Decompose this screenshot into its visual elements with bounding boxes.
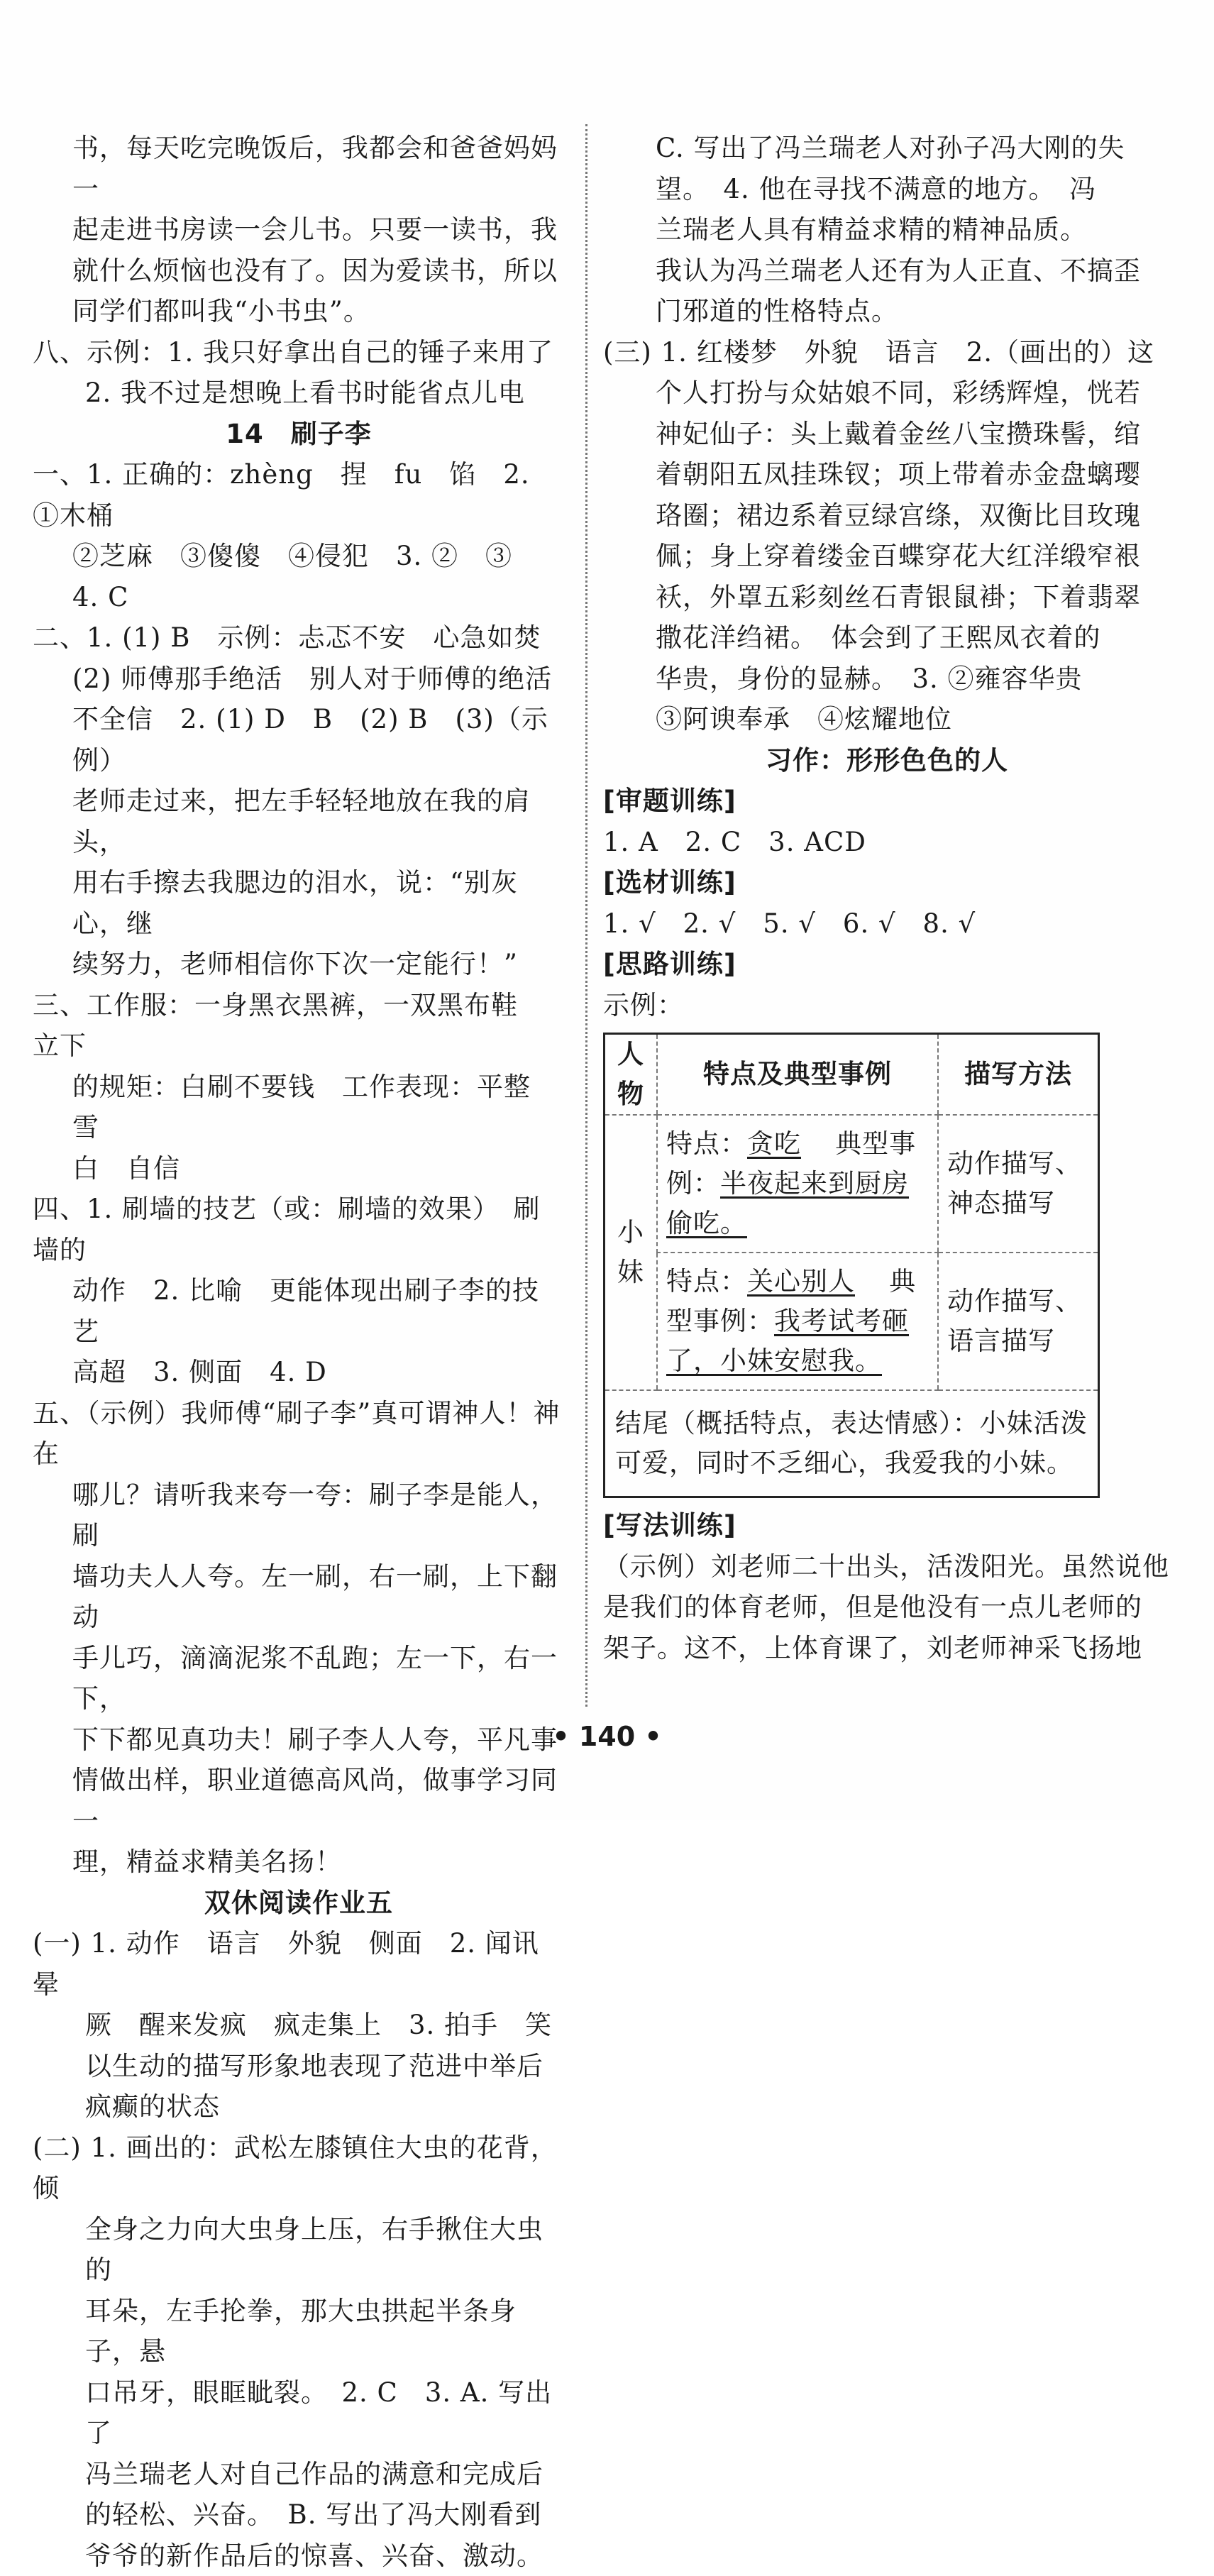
reading-3-line: 神妃仙子：头上戴着金丝八宝攒珠髻，绾: [603, 414, 1171, 455]
table-row: [605, 1115, 1099, 1253]
text-line: 门邪道的性格特点。: [603, 291, 1171, 332]
right-column: [603, 128, 1171, 1668]
writing-line: 架子。这不，上体育课了，刘老师神采飞扬地: [603, 1628, 1171, 1669]
lesson-title: 14 刷子李: [33, 414, 565, 455]
section-tag-outline: [思路训练]: [603, 944, 1171, 985]
example-label: 示例：: [603, 985, 1171, 1026]
reading-2-line: 爷爷的新作品后的惊喜、兴奋、激动。: [33, 2536, 565, 2576]
section-4-line: 高超 3. 侧面 4. D: [33, 1352, 565, 1393]
trait-cell: [657, 1115, 938, 1253]
column-divider: [585, 124, 587, 1707]
trait-cell: [657, 1253, 938, 1390]
answer-line: 1. √ 2. √ 5. √ 6. √ 8. √: [603, 903, 1171, 945]
summary-cell: 结尾（概括特点，表达情感）：小妹活泼可爱，同时不乏细心，我爱我的小妹。: [605, 1390, 1099, 1497]
text-line: 望。 4. 他在寻找不满意的地方。 冯: [603, 169, 1171, 210]
event-label: 典型事例：: [666, 1128, 916, 1199]
table-row: [605, 1253, 1099, 1390]
text-line: C. 写出了冯兰瑞老人对孙子冯大刚的失: [603, 128, 1171, 169]
left-column: [33, 128, 565, 2576]
text-line: 我认为冯兰瑞老人还有为人正直、不搞歪: [603, 251, 1171, 292]
section-4-line: 四、1. 刷墙的技艺（或：刷墙的效果） 刷墙的: [33, 1189, 565, 1270]
section-3-line: 的规矩：白刷不要钱 工作表现：平整 雪: [33, 1067, 565, 1148]
section-tag-material: [选材训练]: [603, 862, 1171, 903]
text-line: 同学们都叫我“小书虫”。: [33, 291, 565, 332]
reading-1-line: (一) 1. 动作 语言 外貌 侧面 2. 闻讯晕: [33, 1923, 565, 2005]
composition-title: 习作：形形色色的人: [603, 740, 1171, 781]
section-2-line: (2) 师傅那手绝活 别人对于师傅的绝活: [33, 659, 565, 700]
text-line: 就什么烦恼也没有了。因为爱读书，所以: [33, 251, 565, 292]
text-line: 书，每天吃完晚饭后，我都会和爸爸妈妈一: [33, 128, 565, 209]
trait-value: 关心别人: [747, 1266, 855, 1297]
page-number: • 140 •: [0, 1721, 1214, 1752]
reading-3-line: 袄，外罩五彩刻丝石青银鼠褂；下着翡翠: [603, 577, 1171, 618]
section-2-line: 用右手擦去我腮边的泪水，说：“别灰心，继: [33, 862, 565, 944]
reading-3-line: ③阿谀奉承 ④炫耀地位: [603, 699, 1171, 740]
reading-3-line: 撒花洋绉裙。 体会到了王熙凤衣着的: [603, 617, 1171, 659]
section-tag-review: [审题训练]: [603, 781, 1171, 822]
header-method: 描写方法: [938, 1034, 1099, 1116]
section-5-line: 手儿巧，滴滴泥浆不乱跑；左一下，右一下，: [33, 1638, 565, 1719]
reading-2-line: 耳朵，左手抡拳，那大虫拱起半条身子，悬: [33, 2291, 565, 2372]
outline-table: [603, 1033, 1100, 1498]
header-person: 人物: [605, 1034, 658, 1116]
method-cell: 动作描写、神态描写: [938, 1115, 1099, 1253]
writing-line: 是我们的体育老师，但是他没有一点儿老师的: [603, 1587, 1171, 1628]
event-label: 典型事例：: [666, 1266, 916, 1336]
reading-2-line: (二) 1. 画出的：武松左膝镇住大虫的花背，倾: [33, 2128, 565, 2209]
section-5-line: 理，精益求精美名扬！: [33, 1842, 565, 1883]
header-trait: 特点及典型事例: [657, 1034, 938, 1116]
section-8-line: 2. 我不过是想晚上看书时能省点儿电: [33, 373, 565, 414]
reading-2-line: 的轻松、兴奋。 B. 写出了冯大刚看到: [33, 2494, 565, 2536]
person-cell: 小妹: [605, 1115, 658, 1390]
trait-label: 特点：: [666, 1128, 747, 1159]
section-8-line: 八、示例：1. 我只好拿出自己的锤子来用了: [33, 332, 565, 373]
text-line: 兰瑞老人具有精益求精的精神品质。: [603, 209, 1171, 251]
section-5-line: 五、（示例）我师傅“刷子李”真可谓神人！神在: [33, 1393, 565, 1475]
homework-title: 双休阅读作业五: [33, 1883, 565, 1924]
section-3-line: 白 自信: [33, 1148, 565, 1189]
event-value: 我考试考砸了，小妹安慰我。: [666, 1306, 909, 1376]
section-2-line: 不全信 2. (1) D B (2) B (3)（示例）: [33, 699, 565, 781]
reading-1-line: 厥 醒来发疯 疯走集上 3. 拍手 笑: [33, 2005, 565, 2046]
section-2-line: 续努力，老师相信你下次一定能行！”: [33, 944, 565, 985]
reading-2-line: 口吊牙，眼眶眦裂。 2. C 3. A. 写出了: [33, 2372, 565, 2454]
reading-3-line: 着朝阳五凤挂珠钗；项上带着赤金盘螭璎: [603, 454, 1171, 495]
reading-1-line: 疯癫的状态: [33, 2086, 565, 2128]
section-5-line: 下下都见真功夫！刷子李人人夸，平凡事: [33, 1719, 565, 1761]
section-1-line: ②芝麻 ③傻傻 ④侵犯 3. ② ③: [33, 536, 565, 577]
reading-3-line: 珞圈；裙边系着豆绿宫绦，双衡比目玫瑰: [603, 495, 1171, 536]
reading-1-line: 以生动的描写形象地表现了范进中举后: [33, 2046, 565, 2087]
reading-3-line: 个人打扮与众姑娘不同，彩绣辉煌，恍若: [603, 373, 1171, 414]
section-5-line: 哪儿？请听我来夸一夸：刷子李是能人，刷: [33, 1475, 565, 1556]
reading-2-line: 冯兰瑞老人对自己作品的满意和完成后: [33, 2454, 565, 2495]
section-1-line: 一、1. 正确的：zhèng 捏 fu 馅 2. ①木桶: [33, 454, 565, 536]
section-2-line: 老师走过来，把左手轻轻地放在我的肩头，: [33, 781, 565, 862]
method-cell: 动作描写、语言描写: [938, 1253, 1099, 1390]
reading-3-line: (三) 1. 红楼梦 外貌 语言 2.（画出的）这: [603, 332, 1171, 373]
section-2-line: 二、1. (1) B 示例：忐忑不安 心急如焚: [33, 617, 565, 659]
text-line: 起走进书房读一会儿书。只要一读书，我: [33, 209, 565, 251]
section-tag-writing: [写法训练]: [603, 1505, 1171, 1546]
reading-3-line: 华贵，身份的显赫。 3. ②雍容华贵: [603, 659, 1171, 700]
section-3-line: 三、工作服：一身黑衣黑裤，一双黑布鞋 立下: [33, 985, 565, 1067]
event-value: 半夜起来到厨房偷吃。: [666, 1168, 909, 1238]
answer-line: 1. A 2. C 3. ACD: [603, 822, 1171, 863]
section-1-line: 4. C: [33, 577, 565, 618]
trait-label: 特点：: [666, 1266, 747, 1297]
section-4-line: 动作 2. 比喻 更能体现出刷子李的技艺: [33, 1270, 565, 1352]
reading-2-line: 全身之力向大虫身上压，右手揪住大虫的: [33, 2209, 565, 2291]
table-header-row: [605, 1034, 1099, 1116]
reading-3-line: 佩；身上穿着缕金百蝶穿花大红洋缎窄裉: [603, 536, 1171, 577]
section-5-line: 情做出样，职业道德高风尚，做事学习同一: [33, 1760, 565, 1842]
trait-value: 贪吃: [747, 1128, 801, 1159]
section-5-line: 墙功夫人人夸。左一刷，右一刷，上下翻动: [33, 1556, 565, 1638]
table-summary-row: [605, 1390, 1099, 1497]
writing-line: （示例）刘老师二十出头，活泼阳光。虽然说他: [603, 1546, 1171, 1587]
